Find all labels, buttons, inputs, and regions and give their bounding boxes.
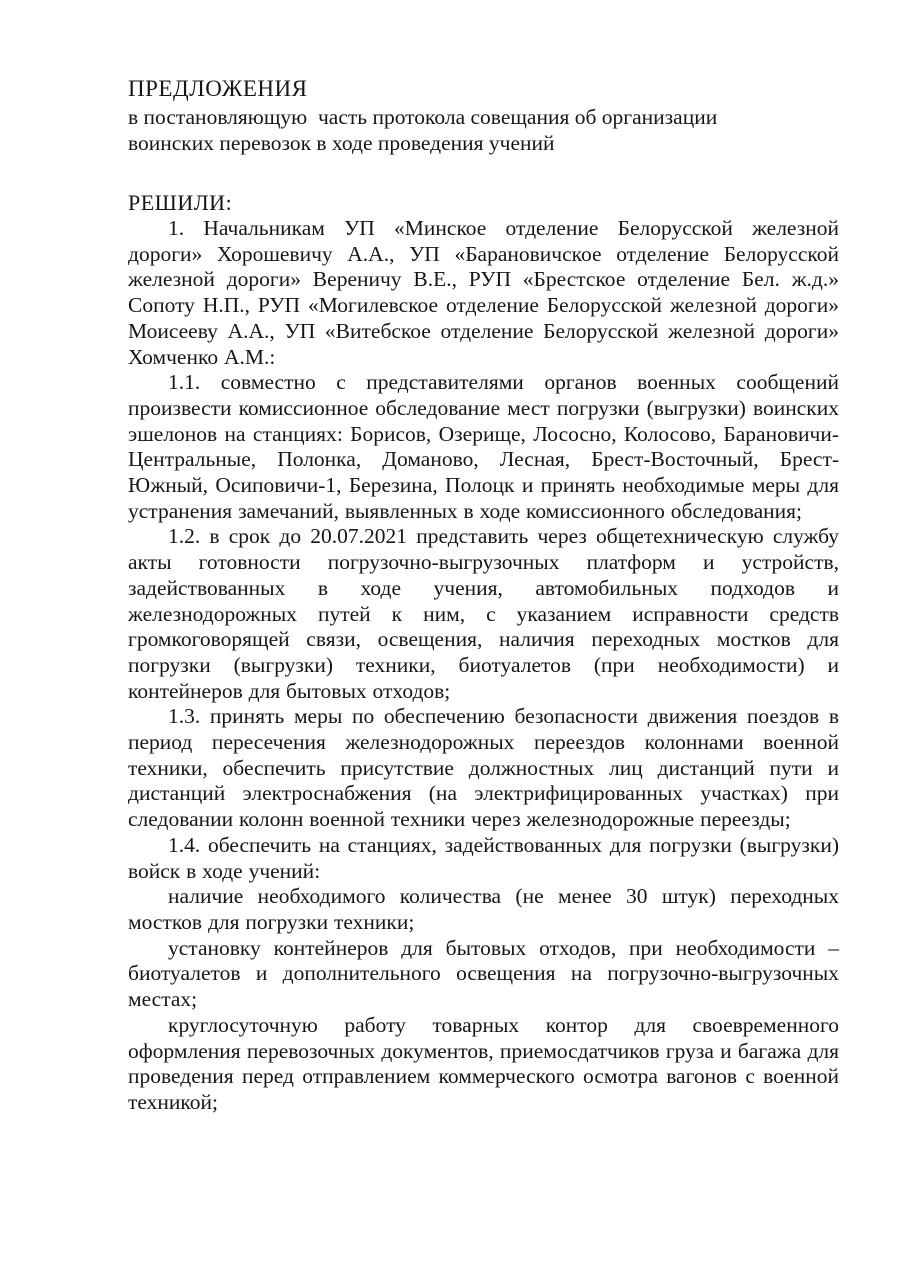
resolved-heading: РЕШИЛИ:	[128, 190, 233, 215]
paragraph: 1.4. обеспечить на станциях, задействованных для погрузки (выгрузки) войск в ходе учений:	[128, 832, 839, 883]
document-title: ПРЕДЛОЖЕНИЯ	[128, 76, 308, 101]
document-subtitle	[128, 104, 839, 156]
paragraph: круглосуточную работу товарных контор для своевременного оформления перевозочных документов, приемосдатчиков груза и багажа для проведения перед отправлением коммерческого осмотра вагонов с военной техникой;	[128, 1012, 839, 1114]
paragraph: 1.1. совместно с представителями органов военных сообщений произвести комиссионное обследование мест погрузки (выгрузки) воинских эшелонов на станциях: Борисов, Озерище, Лососно, Колосово, Барановичи-Центральные, Полонка, Доманово, Лесная, Брест-Восточный, Брест-Южный, Осиповичи-1, Березина, Полоцк и принять необходимые меры для устранения замечаний, выявленных в ходе комиссионного обследования;	[128, 370, 839, 523]
paragraph: 1.2. в срок до 20.07.2021 представить через общетехническую службу акты готовности погрузочно-выгрузочных платформ и устройств, задействованных в ходе учения, автомобильных подходов и железнодорожных путей к ним, с указанием исправности средств громкоговорящей связи, освещения, наличия переходных мостков для погрузки (выгрузки) техники, биотуалетов (при необходимости) и контейнеров для бытовых отходов;	[128, 524, 839, 703]
paragraph: 1.3. принять меры по обеспечению безопасности движения поездов в период пересечения железнодорожных переездов колоннами военной техники, обеспечить присутствие должностных лиц дистанций пути и дистанций электроснабжения (на электрифицированных участках) при следовании колонн военной техники через железнодорожные переезды;	[128, 704, 839, 832]
paragraph: наличие необходимого количества (не менее 30 штук) переходных мостков для погрузки техники;	[128, 884, 839, 934]
document-body	[128, 216, 839, 1116]
subtitle-line-2: воинских перевозок в ходе проведения учений	[128, 131, 555, 155]
subtitle-line-1: в постановляющую часть протокола совещания об организации	[128, 105, 718, 129]
paragraph: установку контейнеров для бытовых отходов, при необходимости – биотуалетов и дополнительного освещения на погрузочно-выгрузочных местах;	[128, 935, 839, 1012]
paragraph: 1. Начальникам УП «Минское отделение Белорусской железной дороги» Хорошевичу А.А., УП «Барановичское отделение Белорусской железной дороги» Вереничу В.Е., РУП «Брестское отделение Бел. ж.д.» Сопоту Н.П., РУП «Могилевское отделение Белорусской железной дороги» Моисееву А.А., УП «Витебское отделение Белорусской железной дороги» Хомченко А.М.:	[128, 216, 839, 369]
